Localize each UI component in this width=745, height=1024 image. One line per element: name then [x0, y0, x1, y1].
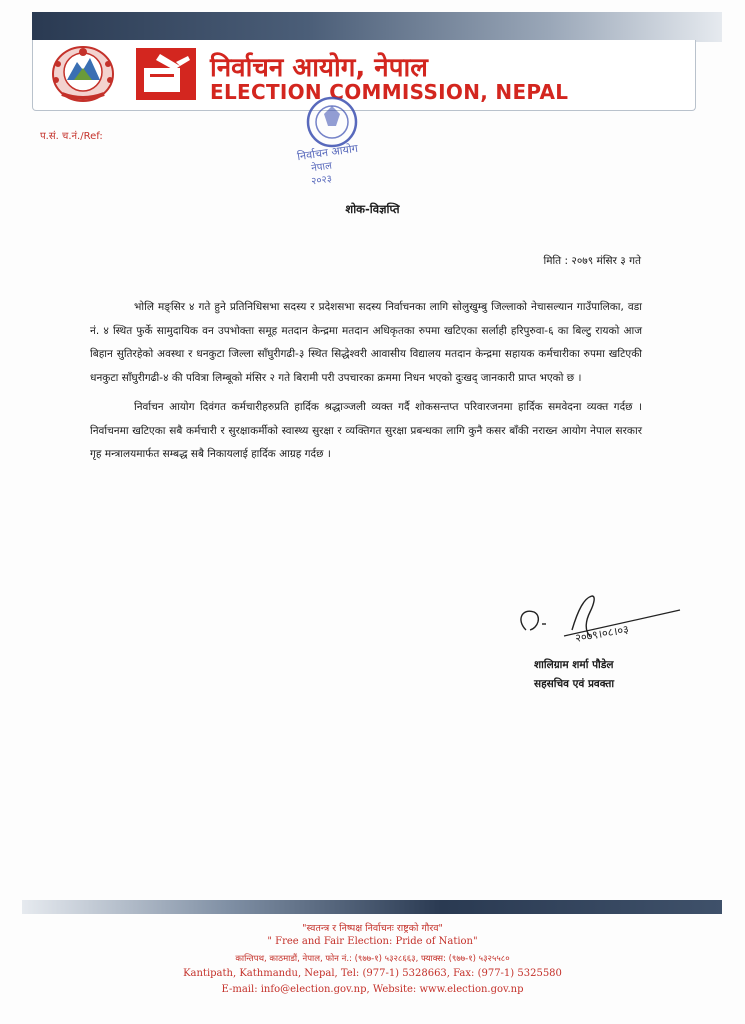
notice-date: मिति : २०७९ मंसिर ३ गते — [543, 255, 641, 267]
slogan-nepali: "स्वतन्त्र र निष्पक्ष निर्वाचनः राष्ट्रको गौरव" — [302, 923, 443, 934]
org-name-english: ELECTION COMMISSION, NEPAL — [210, 80, 569, 104]
signer-name: शालिग्राम शर्मा पौडेल — [534, 659, 614, 671]
notice-paragraph: भोलि मङ्सिर ४ गते हुने प्रतिनिधिसभा सदस्य र प्रदेशसभा सदस्य निर्वाचनका लागि सोलुखुम्बु जिल्लाको नेचासल्यान गाउँपालिका, वडा नं. ४ स्थित फुर्के सामुदायिक वन उपभोक्ता समूह मतदान केन्द्रमा मतदान अधिकृतका रुपमा खटिएका सर्लाही हरिपुरुवा-६ का बिल्टु रायको आज बिहान सुतिरहेको अवस्था र धनकुटा जिल्ला साँघुरीगढी-३ स्थित सिद्धेश्वरी आवासीय विद्यालय मतदान केन्द्रमा सहायक कर्मचारीका रुपमा खटिएकी धनकुटा साँघुरीगढी-४ की पवित्रा लिम्बूको मंसिर २ गते बिरामी परी उपचारका क्रममा निधन भएको दुःखद् जानकारी प्राप्त भएको छ । — [90, 301, 642, 384]
contact-info: E-mail: info@election.gov.np, Website: www.election.gov.np — [221, 984, 524, 995]
stamp-text-line1: निर्वाचन आयोग — [296, 141, 359, 164]
address-english: Kantipath, Kathmandu, Nepal, Tel: (977-1) 5328663, Fax: (977-1) 5325580 — [183, 968, 562, 979]
stamp-text-line2: नेपाल — [310, 160, 333, 175]
nepal-emblem-icon — [48, 42, 118, 104]
stamp-year: २०२३ — [310, 173, 333, 188]
notice-paragraph: निर्वाचन आयोग दिवंगत कर्मचारीहरुप्रति हार्दिक श्रद्धाञ्जली व्यक्त गर्दै शोकसन्तप्त परिवारजनमा हार्दिक समवेदना व्यक्त गर्दछ । निर्वाचनमा खटिएका सबै कर्मचारी र सुरक्षाकर्मीको स्वास्थ्य सुरक्षा र व्यक्तिगत सुरक्षा प्रबन्धका लागि कुनै कसर बाँकी नराख्न आयोग नेपाल सरकार गृह मन्त्रालयमार्फत सम्बद्ध सबै निकायलाई हार्दिक आग्रह गर्दछ । — [90, 401, 642, 460]
signature-date: २०७९।०८।०३ — [574, 622, 630, 645]
org-name-nepali: निर्वाचन आयोग, नेपाल — [210, 53, 428, 83]
header-band — [32, 12, 722, 42]
reference-label: प.सं. च.नं./Ref: — [40, 131, 103, 142]
election-commission-logo-icon — [136, 48, 196, 100]
footer-band — [22, 900, 722, 914]
official-stamp-icon — [282, 92, 372, 188]
slogan-english: " Free and Fair Election: Pride of Nation" — [267, 936, 478, 947]
signer-title: सहसचिव एवं प्रवक्ता — [534, 678, 615, 690]
handwritten-signature-icon — [512, 590, 692, 652]
address-nepali: कान्तिपथ, काठमाडौं, नेपाल, फोन नं.: (९७७-१) ५३२८६६३, फ्याक्स: (९७७-१) ५३२५५८० — [235, 954, 510, 964]
notice-body — [90, 296, 642, 473]
notice-title: शोक-विज्ञप्ति — [345, 202, 400, 216]
signer-block — [534, 656, 614, 694]
